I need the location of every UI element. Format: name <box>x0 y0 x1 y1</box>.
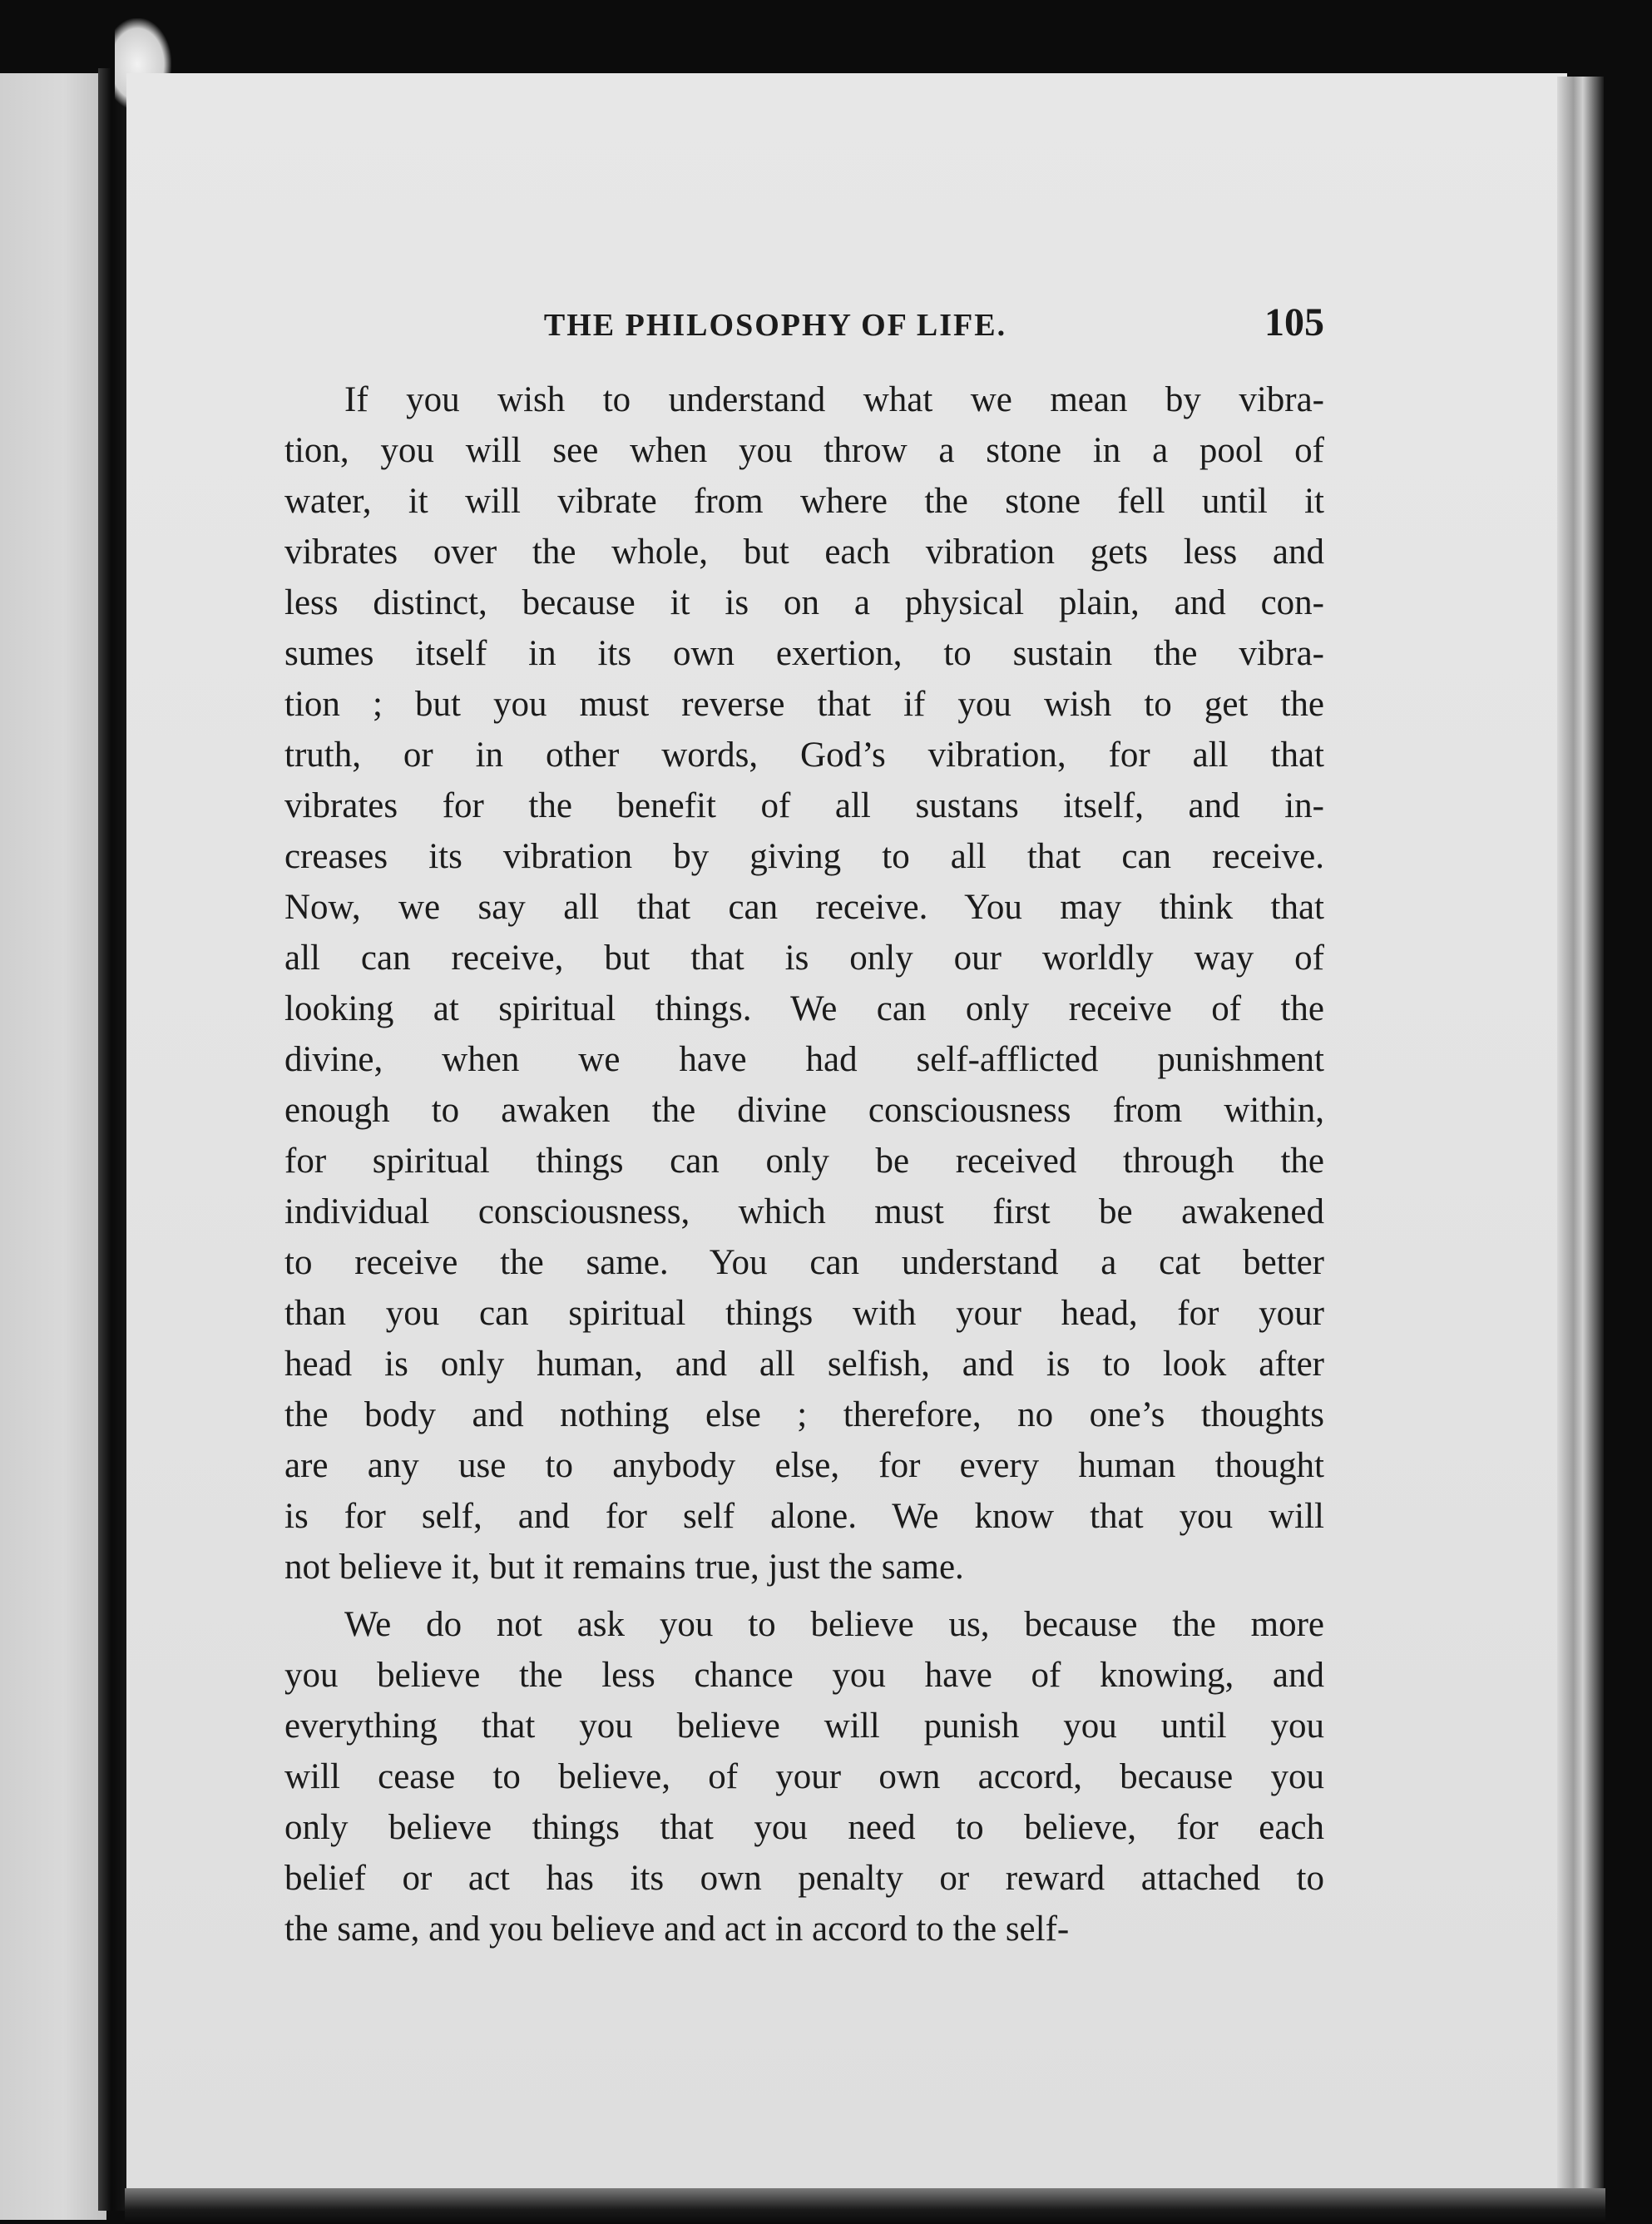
text-line: tion ; but you must reverse that if you wish to get the <box>284 685 1324 724</box>
text-line: all can receive, but that is only our worldly way of <box>284 939 1324 978</box>
text-line: to receive the same. You can understand a cat better <box>284 1243 1324 1282</box>
facing-page-edge <box>0 73 106 2220</box>
page-bottom-shadow <box>125 2188 1605 2224</box>
text-line: will cease to believe, of your own accord, because you <box>284 1757 1324 1796</box>
text-line: less distinct, because it is on a physical plain, and con- <box>284 583 1324 622</box>
text-line: for spiritual things can only be received through the <box>284 1142 1324 1181</box>
text-line: individual consciousness, which must first be awakened <box>284 1192 1324 1231</box>
text-line: vibrates for the benefit of all sustans itself, and in- <box>284 786 1324 825</box>
text-line: than you can spiritual things with your head, for your <box>284 1294 1324 1333</box>
text-line: only believe things that you need to believe, for each <box>284 1808 1324 1847</box>
text-line: you believe the less chance you have of knowing, and <box>284 1656 1324 1695</box>
text-line: Now, we say all that can receive. You may think that <box>284 888 1324 927</box>
text-line: vibrates over the whole, but each vibration gets less and <box>284 532 1324 572</box>
body-text <box>284 374 1324 1954</box>
page-text-block <box>284 300 1324 1954</box>
text-line: creases its vibration by giving to all that can receive. <box>284 837 1324 876</box>
page-number: 105 <box>1264 300 1324 344</box>
text-line: everything that you believe will punish you until you <box>284 1706 1324 1746</box>
text-line: the same, and you believe and act in accord to the self- <box>284 1909 1070 1949</box>
text-line: If you wish to understand what we mean by vibra- <box>344 380 1324 419</box>
paragraph <box>284 1599 1324 1954</box>
text-line: truth, or in other words, God’s vibration, for all that <box>284 736 1324 775</box>
text-line: belief or act has its own penalty or reward attached to <box>284 1859 1324 1898</box>
text-line: looking at spiritual things. We can only receive of the <box>284 989 1324 1028</box>
text-line: sumes itself in its own exertion, to sustain the vibra- <box>284 634 1324 673</box>
text-line: the body and nothing else ; therefore, no one’s thoughts <box>284 1395 1324 1434</box>
text-line: enough to awaken the divine consciousness from within, <box>284 1091 1324 1130</box>
text-line: divine, when we have had self-afflicted punishment <box>284 1040 1324 1079</box>
paragraph <box>284 374 1324 1592</box>
text-line: tion, you will see when you throw a stone in a pool of <box>284 431 1324 470</box>
text-line: head is only human, and all selfish, and is to look after <box>284 1345 1324 1384</box>
text-line: is for self, and for self alone. We know that you will <box>284 1497 1324 1536</box>
running-head <box>284 300 1324 358</box>
running-title: THE PHILOSOPHY OF LIFE. <box>543 308 1007 343</box>
text-line: water, it will vibrate from where the stone fell until it <box>284 482 1324 521</box>
page-stack-edge <box>1557 77 1604 2207</box>
text-line: We do not ask you to believe us, because the more <box>344 1605 1324 1644</box>
text-line: are any use to anybody else, for every human thought <box>284 1446 1324 1485</box>
text-line: not believe it, but it remains true, just the same. <box>284 1548 964 1587</box>
